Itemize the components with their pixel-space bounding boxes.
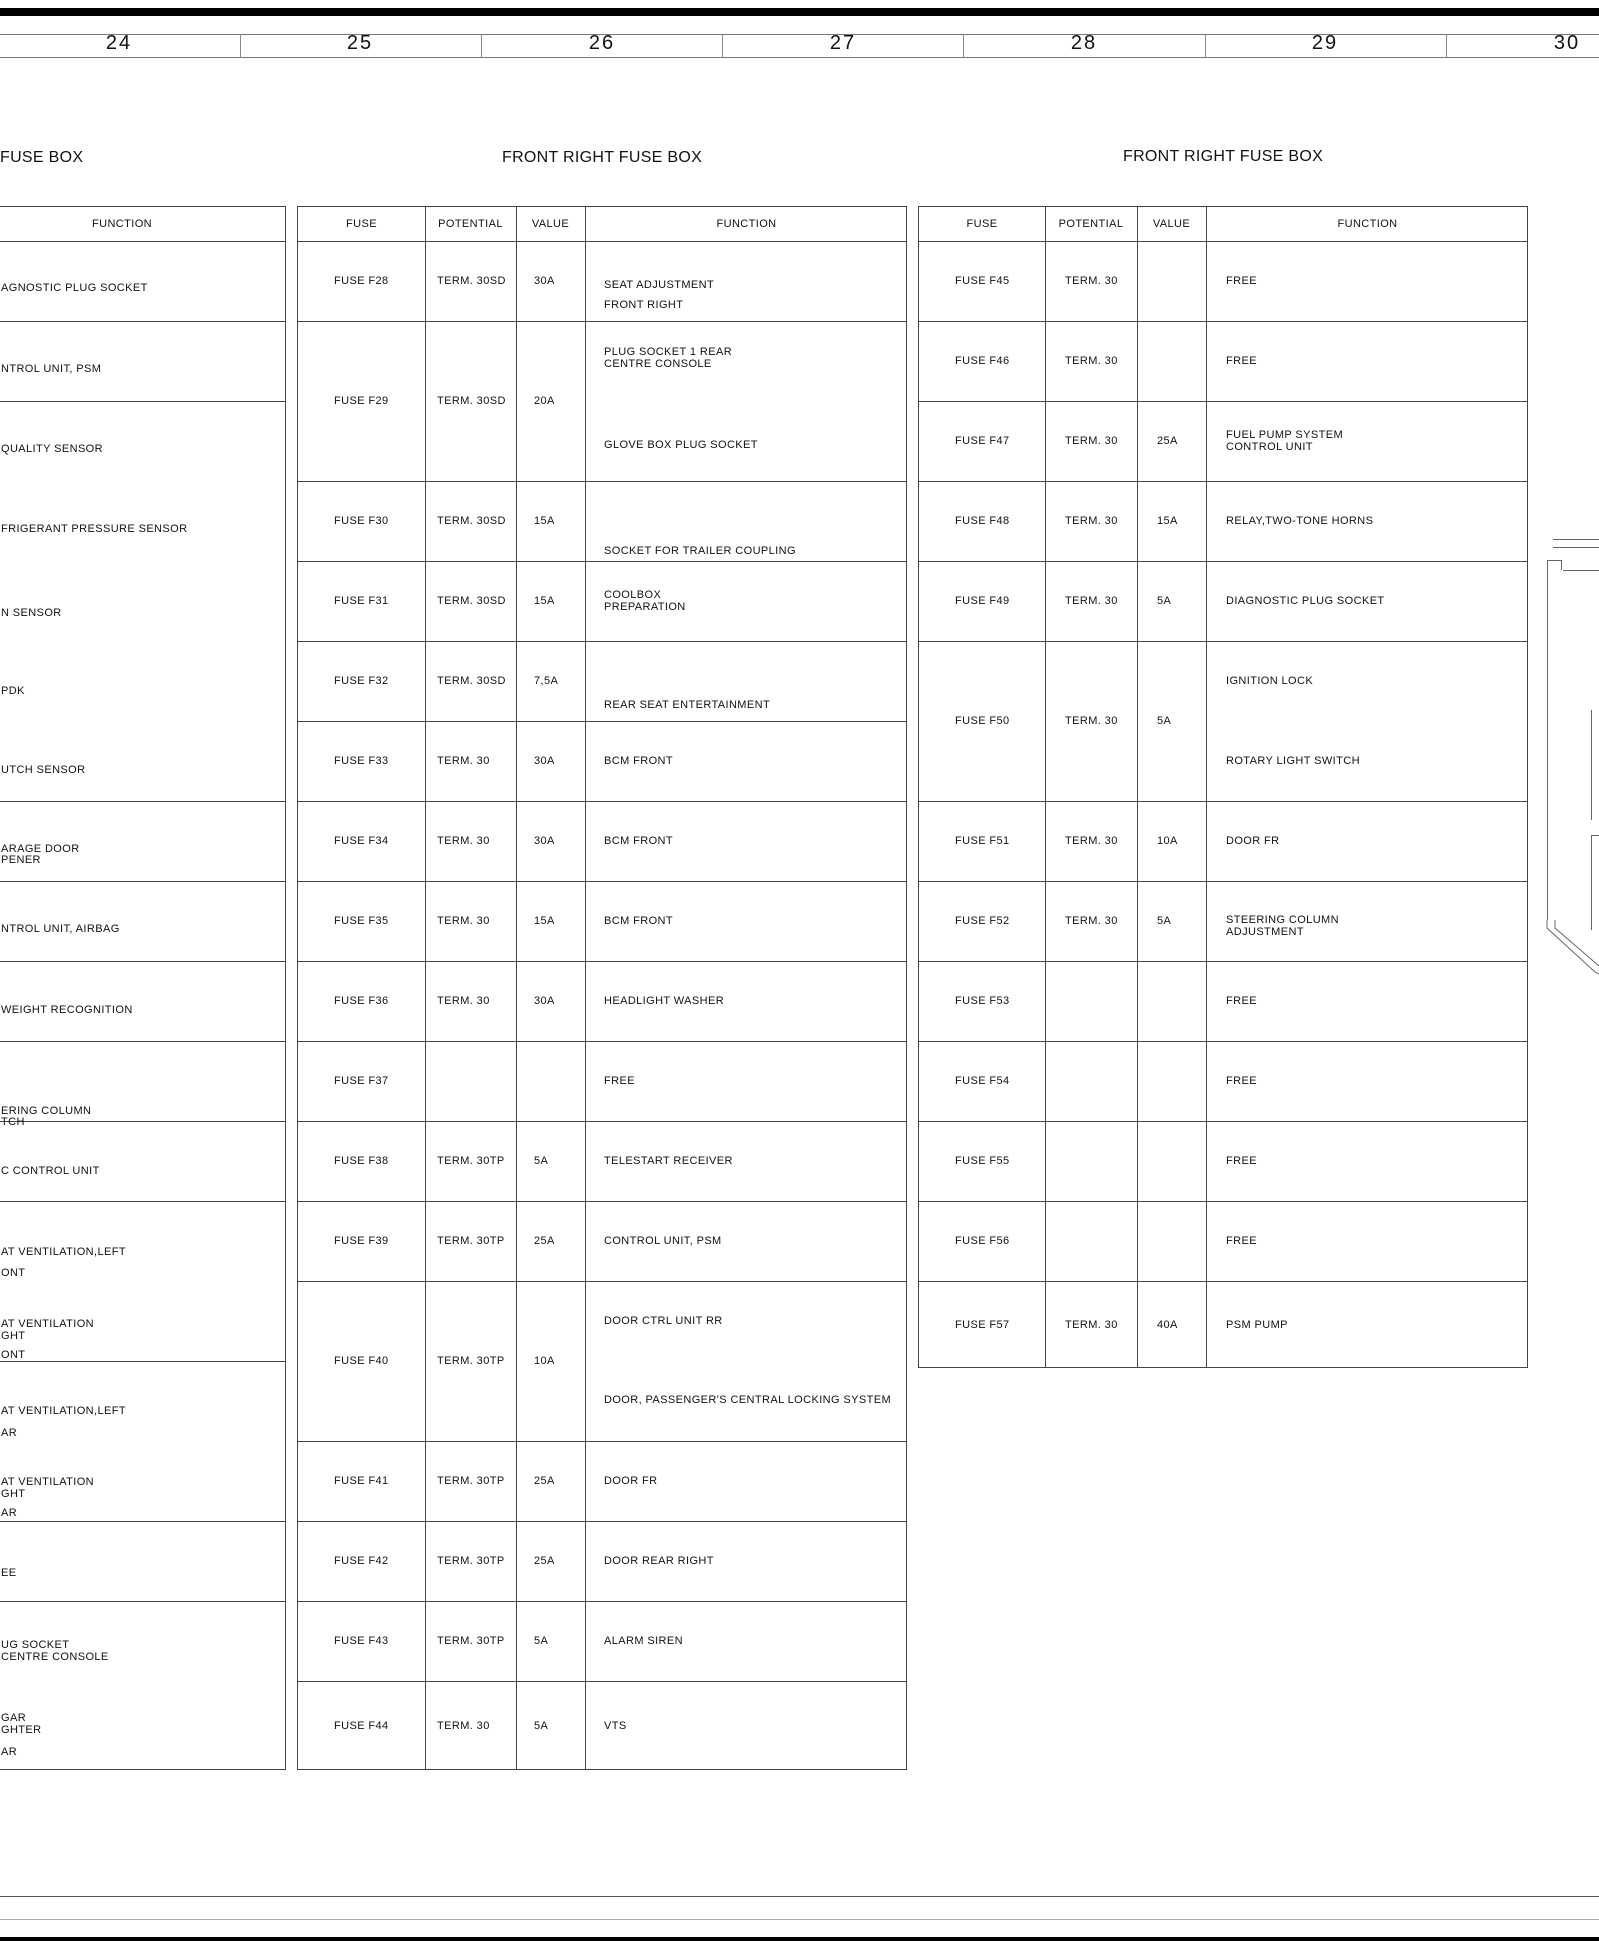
table2-function-cell: FREE <box>1226 275 1257 287</box>
diagram-outline-segment <box>1561 560 1562 570</box>
table1-function-cell: CENTRE CONSOLE <box>604 358 712 370</box>
ruler-number: 29 <box>1311 32 1339 54</box>
left-partial-function-cell: UTCH SENSOR <box>1 764 86 776</box>
table2-potential-cell: TERM. 30 <box>1065 515 1118 527</box>
left-partial-function-cell: AT VENTILATION,LEFT <box>1 1405 126 1417</box>
bottom-line-1 <box>0 1896 1599 1897</box>
table2-value-cell: 15A <box>1157 515 1178 527</box>
table2-potential-cell: TERM. 30 <box>1065 835 1118 847</box>
table2-value-cell: 5A <box>1157 715 1172 727</box>
left-partial-function-cell: EE <box>1 1567 17 1579</box>
front-right-fuse-table-2 <box>918 206 1528 1368</box>
table1-fuse-cell: FUSE F30 <box>334 515 389 527</box>
table1-potential-cell: TERM. 30TP <box>437 1635 505 1647</box>
table2-function-cell: FREE <box>1226 995 1257 1007</box>
diagram-outline-segment <box>1591 710 1592 820</box>
table-column-divider <box>585 207 586 1769</box>
ruler-tick <box>481 34 482 58</box>
left-partial-function-cell: GHT <box>1 1488 26 1500</box>
table2-header-fuse: FUSE <box>966 218 998 230</box>
table1-value-cell: 25A <box>534 1555 555 1567</box>
table-row-divider <box>0 881 285 882</box>
ruler-tick <box>1446 34 1447 58</box>
table1-fuse-cell: FUSE F36 <box>334 995 389 1007</box>
table2-function-cell: CONTROL UNIT <box>1226 441 1313 453</box>
left-partial-function-cell: GAR <box>1 1712 27 1724</box>
table-row-divider <box>919 961 1527 962</box>
table2-fuse-cell: FUSE F54 <box>955 1075 1010 1087</box>
table2-fuse-cell: FUSE F46 <box>955 355 1010 367</box>
table-row-divider <box>919 561 1527 562</box>
table-row-divider <box>0 1121 285 1122</box>
table2-fuse-cell: FUSE F55 <box>955 1155 1010 1167</box>
table1-function-cell: ALARM SIREN <box>604 1635 683 1647</box>
left-partial-function-cell: ARAGE DOOR <box>1 843 80 855</box>
left-partial-function-cell: ONT <box>1 1267 26 1279</box>
table1-value-cell: 30A <box>534 275 555 287</box>
table2-fuse-cell: FUSE F47 <box>955 435 1010 447</box>
table1-function-cell: REAR SEAT ENTERTAINMENT <box>604 699 771 711</box>
table1-fuse-cell: FUSE F44 <box>334 1720 389 1732</box>
left-partial-function-cell: GHTER <box>1 1724 42 1736</box>
table1-potential-cell: TERM. 30TP <box>437 1155 505 1167</box>
table-row-divider <box>298 1281 906 1282</box>
table1-value-cell: 30A <box>534 995 555 1007</box>
table1-function-cell: PLUG SOCKET 1 REAR <box>604 346 733 358</box>
left-partial-function-cell: AR <box>1 1746 18 1758</box>
table1-potential-cell: TERM. 30 <box>437 1720 490 1732</box>
table1-fuse-cell: FUSE F43 <box>334 1635 389 1647</box>
table2-value-cell: 25A <box>1157 435 1178 447</box>
left-partial-function-cell: AR <box>1 1427 18 1439</box>
table-column-divider <box>1137 207 1138 1367</box>
table-row-divider <box>298 961 906 962</box>
table1-function-cell: PREPARATION <box>604 601 686 613</box>
table1-function-cell: CONTROL UNIT, PSM <box>604 1235 722 1247</box>
table1-header-potential: POTENTIAL <box>438 218 503 230</box>
table1-function-cell: DOOR REAR RIGHT <box>604 1555 714 1567</box>
table-row-divider <box>919 401 1527 402</box>
table1-function-cell: GLOVE BOX PLUG SOCKET <box>604 439 758 451</box>
table-row-divider <box>298 481 906 482</box>
table1-function-cell: BCM FRONT <box>604 835 673 847</box>
table2-function-cell: STEERING COLUMN <box>1226 914 1339 926</box>
table2-potential-cell: TERM. 30 <box>1065 355 1118 367</box>
front-right-fuse-table-1 <box>297 206 907 1770</box>
table-column-divider <box>1206 207 1207 1367</box>
diagram-outline-segment <box>1553 547 1599 548</box>
table2-function-cell: ROTARY LIGHT SWITCH <box>1226 755 1360 767</box>
diagram-outline-segment <box>1547 560 1548 920</box>
table2-value-cell: 40A <box>1157 1319 1178 1331</box>
table1-function-cell: DOOR, PASSENGER'S CENTRAL LOCKING SYSTEM <box>604 1394 892 1406</box>
table-row-divider <box>919 641 1527 642</box>
table-row-divider <box>0 321 285 322</box>
table2-function-cell: PSM PUMP <box>1226 1319 1288 1331</box>
table1-function-cell: HEADLIGHT WASHER <box>604 995 725 1007</box>
table1-fuse-cell: FUSE F37 <box>334 1075 389 1087</box>
table2-header-potential: POTENTIAL <box>1058 218 1124 230</box>
table1-value-cell: 15A <box>534 515 555 527</box>
diagram-outline-segment <box>1553 539 1599 540</box>
table1-header-value: VALUE <box>531 218 570 230</box>
table2-function-cell: FREE <box>1226 1235 1257 1247</box>
table2-fuse-cell: FUSE F50 <box>955 715 1010 727</box>
left-partial-function-cell: TCH <box>1 1116 25 1128</box>
table1-potential-cell: TERM. 30SD <box>437 515 506 527</box>
table-row-divider <box>919 481 1527 482</box>
table-row-divider <box>298 801 906 802</box>
table2-fuse-cell: FUSE F45 <box>955 275 1010 287</box>
diagram-outline-segment <box>1591 835 1599 836</box>
table-row-divider <box>298 1041 906 1042</box>
table1-header-fuse: FUSE <box>346 218 377 230</box>
ruler-tick <box>722 34 723 58</box>
table-row-divider <box>298 321 906 322</box>
table2-potential-cell: TERM. 30 <box>1065 435 1118 447</box>
table1-potential-cell: TERM. 30TP <box>437 1475 505 1487</box>
left-partial-function-cell: ONT <box>1 1349 26 1361</box>
bottom-line-2 <box>0 1919 1599 1920</box>
table1-function-cell: COOLBOX <box>604 589 662 601</box>
table1-fuse-cell: FUSE F31 <box>334 595 389 607</box>
table1-potential-cell: TERM. 30TP <box>437 1355 505 1367</box>
table1-value-cell: 7,5A <box>534 675 559 687</box>
table-row-divider <box>919 881 1527 882</box>
table2-function-cell: ADJUSTMENT <box>1226 926 1304 938</box>
table2-value-cell: 5A <box>1157 595 1172 607</box>
table-row-divider <box>298 721 906 722</box>
table1-value-cell: 25A <box>534 1235 555 1247</box>
table1-fuse-cell: FUSE F40 <box>334 1355 389 1367</box>
table2-potential-cell: TERM. 30 <box>1065 915 1118 927</box>
ruler-tick <box>963 34 964 58</box>
left-partial-title: FUSE BOX <box>0 149 84 166</box>
table1-value-cell: 5A <box>534 1720 549 1732</box>
table1-function-cell: FREE <box>604 1075 635 1087</box>
table-row-divider <box>298 241 906 242</box>
diagram-outline-segment <box>1547 560 1561 561</box>
left-partial-function-cell: WEIGHT RECOGNITION <box>1 1004 133 1016</box>
table1-fuse-cell: FUSE F28 <box>334 275 389 287</box>
diagram-outline-segment <box>1563 570 1599 571</box>
table1-fuse-cell: FUSE F41 <box>334 1475 389 1487</box>
table2-fuse-cell: FUSE F49 <box>955 595 1010 607</box>
table1-value-cell: 5A <box>534 1155 549 1167</box>
table-column-divider <box>516 207 517 1769</box>
left-partial-header-function: FUNCTION <box>91 218 153 230</box>
table1-fuse-cell: FUSE F29 <box>334 395 389 407</box>
left-partial-function-cell: PDK <box>1 685 25 697</box>
left-partial-function-cell: AT VENTILATION <box>1 1318 95 1330</box>
table2-potential-cell: TERM. 30 <box>1065 1319 1118 1331</box>
table-row-divider <box>0 961 285 962</box>
table2-function-cell: RELAY,TWO-TONE HORNS <box>1226 515 1374 527</box>
table-row-divider <box>298 1601 906 1602</box>
left-partial-function-cell: N SENSOR <box>1 607 62 619</box>
table-row-divider <box>298 881 906 882</box>
table1-value-cell: 30A <box>534 755 555 767</box>
ruler-number: 30 <box>1553 32 1581 54</box>
table-row-divider <box>919 1201 1527 1202</box>
table2-function-cell: DOOR FR <box>1226 835 1280 847</box>
table1-value-cell: 15A <box>534 595 555 607</box>
table1-fuse-cell: FUSE F35 <box>334 915 389 927</box>
ruler-tick <box>240 34 241 58</box>
table-row-divider <box>919 1121 1527 1122</box>
left-partial-function-cell: NTROL UNIT, AIRBAG <box>1 923 120 935</box>
diagram-outline-corner <box>1545 910 1599 990</box>
table-row-divider <box>0 1521 285 1522</box>
table1-potential-cell: TERM. 30SD <box>437 395 506 407</box>
left-partial-function-cell: CENTRE CONSOLE <box>1 1651 109 1663</box>
table1-function-cell: DOOR FR <box>604 1475 658 1487</box>
ruler-tick <box>1205 34 1206 58</box>
table-row-divider <box>298 1121 906 1122</box>
table1-function-cell: DOOR CTRL UNIT RR <box>604 1315 723 1327</box>
table-row-divider <box>0 1361 285 1362</box>
table2-header-function: FUNCTION <box>1337 218 1398 230</box>
table-row-divider <box>919 1041 1527 1042</box>
table1-fuse-cell: FUSE F32 <box>334 675 389 687</box>
table-row-divider <box>0 1201 285 1202</box>
left-partial-fuse-table <box>0 206 286 1770</box>
table1-fuse-cell: FUSE F42 <box>334 1555 389 1567</box>
table1-value-cell: 30A <box>534 835 555 847</box>
table2-function-cell: DIAGNOSTIC PLUG SOCKET <box>1226 595 1385 607</box>
table-row-divider <box>919 321 1527 322</box>
left-partial-function-cell: FRIGERANT PRESSURE SENSOR <box>1 523 188 535</box>
table-row-divider <box>0 1601 285 1602</box>
left-partial-function-cell: UG SOCKET <box>1 1639 70 1651</box>
table1-fuse-cell: FUSE F38 <box>334 1155 389 1167</box>
table1-function-cell: VTS <box>604 1720 627 1732</box>
left-partial-function-cell: AT VENTILATION,LEFT <box>1 1246 126 1258</box>
ruler-number: 24 <box>105 32 133 54</box>
table-row-divider <box>298 561 906 562</box>
table2-title: FRONT RIGHT FUSE BOX <box>1123 148 1324 165</box>
table2-potential-cell: TERM. 30 <box>1065 595 1118 607</box>
table1-function-cell: TELESTART RECEIVER <box>604 1155 733 1167</box>
table-row-divider <box>0 801 285 802</box>
table1-potential-cell: TERM. 30 <box>437 835 490 847</box>
table-column-divider <box>1045 207 1046 1367</box>
left-partial-function-cell: AT VENTILATION <box>1 1476 95 1488</box>
left-partial-function-cell: C CONTROL UNIT <box>1 1165 100 1177</box>
table1-function-cell: FRONT RIGHT <box>604 299 684 311</box>
table2-function-cell: FUEL PUMP SYSTEM <box>1226 429 1344 441</box>
table2-fuse-cell: FUSE F51 <box>955 835 1010 847</box>
left-partial-function-cell: ERING COLUMN <box>1 1105 92 1117</box>
table-row-divider <box>298 1441 906 1442</box>
table2-fuse-cell: FUSE F53 <box>955 995 1010 1007</box>
table1-fuse-cell: FUSE F34 <box>334 835 389 847</box>
table2-value-cell: 5A <box>1157 915 1172 927</box>
table1-potential-cell: TERM. 30SD <box>437 675 506 687</box>
table2-fuse-cell: FUSE F57 <box>955 1319 1010 1331</box>
ruler-number: 26 <box>588 32 616 54</box>
table1-value-cell: 25A <box>534 1475 555 1487</box>
table1-potential-cell: TERM. 30 <box>437 915 490 927</box>
table2-function-cell: FREE <box>1226 1155 1257 1167</box>
table-row-divider <box>298 1521 906 1522</box>
ruler-number: 28 <box>1070 32 1098 54</box>
table-row-divider <box>919 1281 1527 1282</box>
table1-function-cell: BCM FRONT <box>604 915 673 927</box>
table1-potential-cell: TERM. 30TP <box>437 1555 505 1567</box>
top-border-bar <box>0 8 1599 16</box>
table1-function-cell: SEAT ADJUSTMENT <box>604 279 715 291</box>
table-column-divider <box>425 207 426 1769</box>
table2-value-cell: 10A <box>1157 835 1178 847</box>
table1-value-cell: 5A <box>534 1635 549 1647</box>
table2-potential-cell: TERM. 30 <box>1065 715 1118 727</box>
table1-value-cell: 10A <box>534 1355 555 1367</box>
table1-title: FRONT RIGHT FUSE BOX <box>502 149 703 166</box>
bottom-border-bar <box>0 1937 1599 1941</box>
table1-fuse-cell: FUSE F33 <box>334 755 389 767</box>
table2-function-cell: FREE <box>1226 355 1257 367</box>
table-row-divider <box>919 801 1527 802</box>
ruler-number: 25 <box>346 32 374 54</box>
table2-function-cell: FREE <box>1226 1075 1257 1087</box>
table-row-divider <box>0 241 285 242</box>
table2-function-cell: IGNITION LOCK <box>1226 675 1314 687</box>
table1-value-cell: 15A <box>534 915 555 927</box>
table2-header-value: VALUE <box>1152 218 1191 230</box>
ruler-number: 27 <box>829 32 857 54</box>
table1-function-cell: SOCKET FOR TRAILER COUPLING <box>604 545 796 557</box>
table1-header-function: FUNCTION <box>716 218 777 230</box>
table1-potential-cell: TERM. 30 <box>437 755 490 767</box>
table1-potential-cell: TERM. 30 <box>437 995 490 1007</box>
left-partial-function-cell: GHT <box>1 1330 26 1342</box>
table-row-divider <box>0 1041 285 1042</box>
table2-fuse-cell: FUSE F56 <box>955 1235 1010 1247</box>
table1-fuse-cell: FUSE F39 <box>334 1235 389 1247</box>
table1-value-cell: 20A <box>534 395 555 407</box>
table1-potential-cell: TERM. 30SD <box>437 595 506 607</box>
table2-fuse-cell: FUSE F52 <box>955 915 1010 927</box>
left-partial-function-cell: QUALITY SENSOR <box>1 443 103 455</box>
table2-fuse-cell: FUSE F48 <box>955 515 1010 527</box>
left-partial-function-cell: AGNOSTIC PLUG SOCKET <box>1 282 148 294</box>
table1-potential-cell: TERM. 30TP <box>437 1235 505 1247</box>
table-row-divider <box>298 1201 906 1202</box>
table2-potential-cell: TERM. 30 <box>1065 275 1118 287</box>
table-row-divider <box>298 641 906 642</box>
table1-function-cell: BCM FRONT <box>604 755 673 767</box>
left-partial-function-cell: NTROL UNIT, PSM <box>1 363 102 375</box>
table-row-divider <box>0 401 285 402</box>
left-partial-function-cell: PENER <box>1 854 41 866</box>
table1-potential-cell: TERM. 30SD <box>437 275 506 287</box>
table-row-divider <box>919 241 1527 242</box>
left-partial-function-cell: AR <box>1 1507 18 1519</box>
table-row-divider <box>298 1681 906 1682</box>
